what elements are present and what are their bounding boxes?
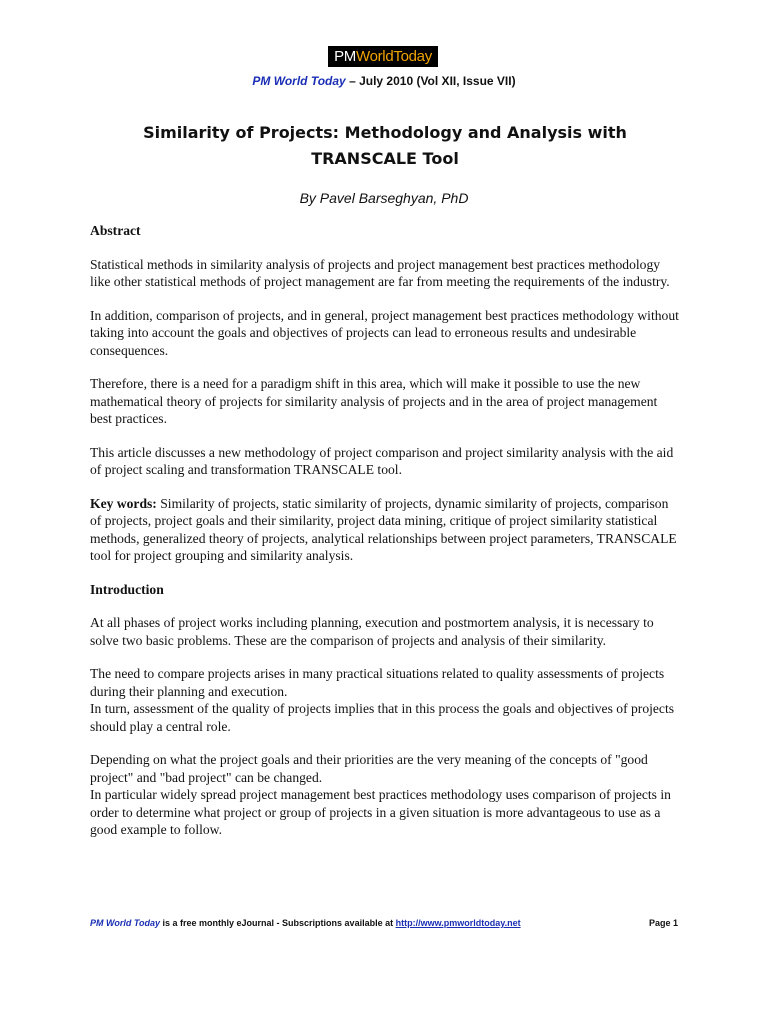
footer-subscription-link[interactable]: http://www.pmworldtoday.net — [395, 918, 521, 928]
intro-paragraph-2b: In turn, assessment of the quality of projects implies that in this process the goals and objectives of projects should play a central role. — [90, 701, 675, 734]
article-body — [90, 222, 682, 855]
page-number: Page 1 — [648, 918, 678, 928]
logo-text-pm: PM — [334, 48, 356, 65]
keywords-text: Similarity of projects, static similarity of projects, dynamic similarity of projects, comparison of projects, project goals and their similarity, project data mining, critique of project similarity statistical methods, generalized theory of projects, analytical relationships between project parameters, TRANSCALE tool for project grouping and similarity analysis. — [90, 495, 677, 563]
article-title: Similarity of Projects: Methodology and Analysis with TRANSCALE Tool — [143, 123, 627, 168]
intro-paragraph-3 — [90, 751, 682, 839]
abstract-paragraph-4: This article discusses a new methodology of project comparison and project similarity analysis with the aid of project scaling and transformation TRANSCALE tool. — [90, 444, 674, 477]
abstract-heading: Abstract — [90, 223, 141, 238]
keywords-label: Key words: — [90, 495, 157, 511]
intro-paragraph-2a: The need to compare projects arises in many practical situations related to quality assessments of projects during their planning and execution. — [90, 666, 665, 699]
abstract-paragraph-1: Statistical methods in similarity analysis of projects and project management best practices methodology like other statistical methods of project management are far from meeting the requirements of the industry. — [90, 256, 670, 289]
intro-paragraph-3a: Depending on what the project goals and their priorities are the very meaning of the concepts of "good project" and "bad project" can be changed. — [90, 752, 648, 785]
issue-info: – July 2010 (Vol XII, Issue VII) — [345, 74, 516, 88]
article-author: By Pavel Barseghyan, PhD — [299, 190, 469, 206]
journal-name: PM World Today — [252, 74, 346, 88]
footer-journal-name: PM World Today — [90, 918, 161, 928]
intro-paragraph-1: At all phases of project works including planning, execution and postmortem analysis, it is necessary to solve two basic problems. These are the comparison of projects and analysis of their similarity. — [90, 615, 654, 648]
issue-line — [0, 74, 768, 88]
intro-paragraph-2 — [90, 665, 682, 735]
intro-paragraph-3b: In particular widely spread project management best practices methodology uses comparison of projects in order to determine what project or group of projects in a given situation is more advantageous to use as a good example to follow. — [90, 787, 671, 837]
pmworldtoday-logo — [328, 46, 438, 67]
abstract-paragraph-2: In addition, comparison of projects, and in general, project management best practices methodology without taking into account the goals and objectives of projects can lead to erroneous results and undesirable consequences. — [90, 307, 679, 358]
page-footer — [90, 918, 678, 928]
keywords-paragraph — [90, 495, 682, 565]
footer-text: is a free monthly eJournal - Subscriptions available at — [160, 918, 396, 928]
introduction-heading: Introduction — [90, 581, 164, 597]
logo-text-worldtoday: WorldToday — [355, 48, 432, 65]
abstract-paragraph-3: Therefore, there is a need for a paradigm shift in this area, which will make it possible to use the new mathematical theory of projects for similarity analysis of projects and in the area of project management best practices. — [90, 376, 658, 426]
